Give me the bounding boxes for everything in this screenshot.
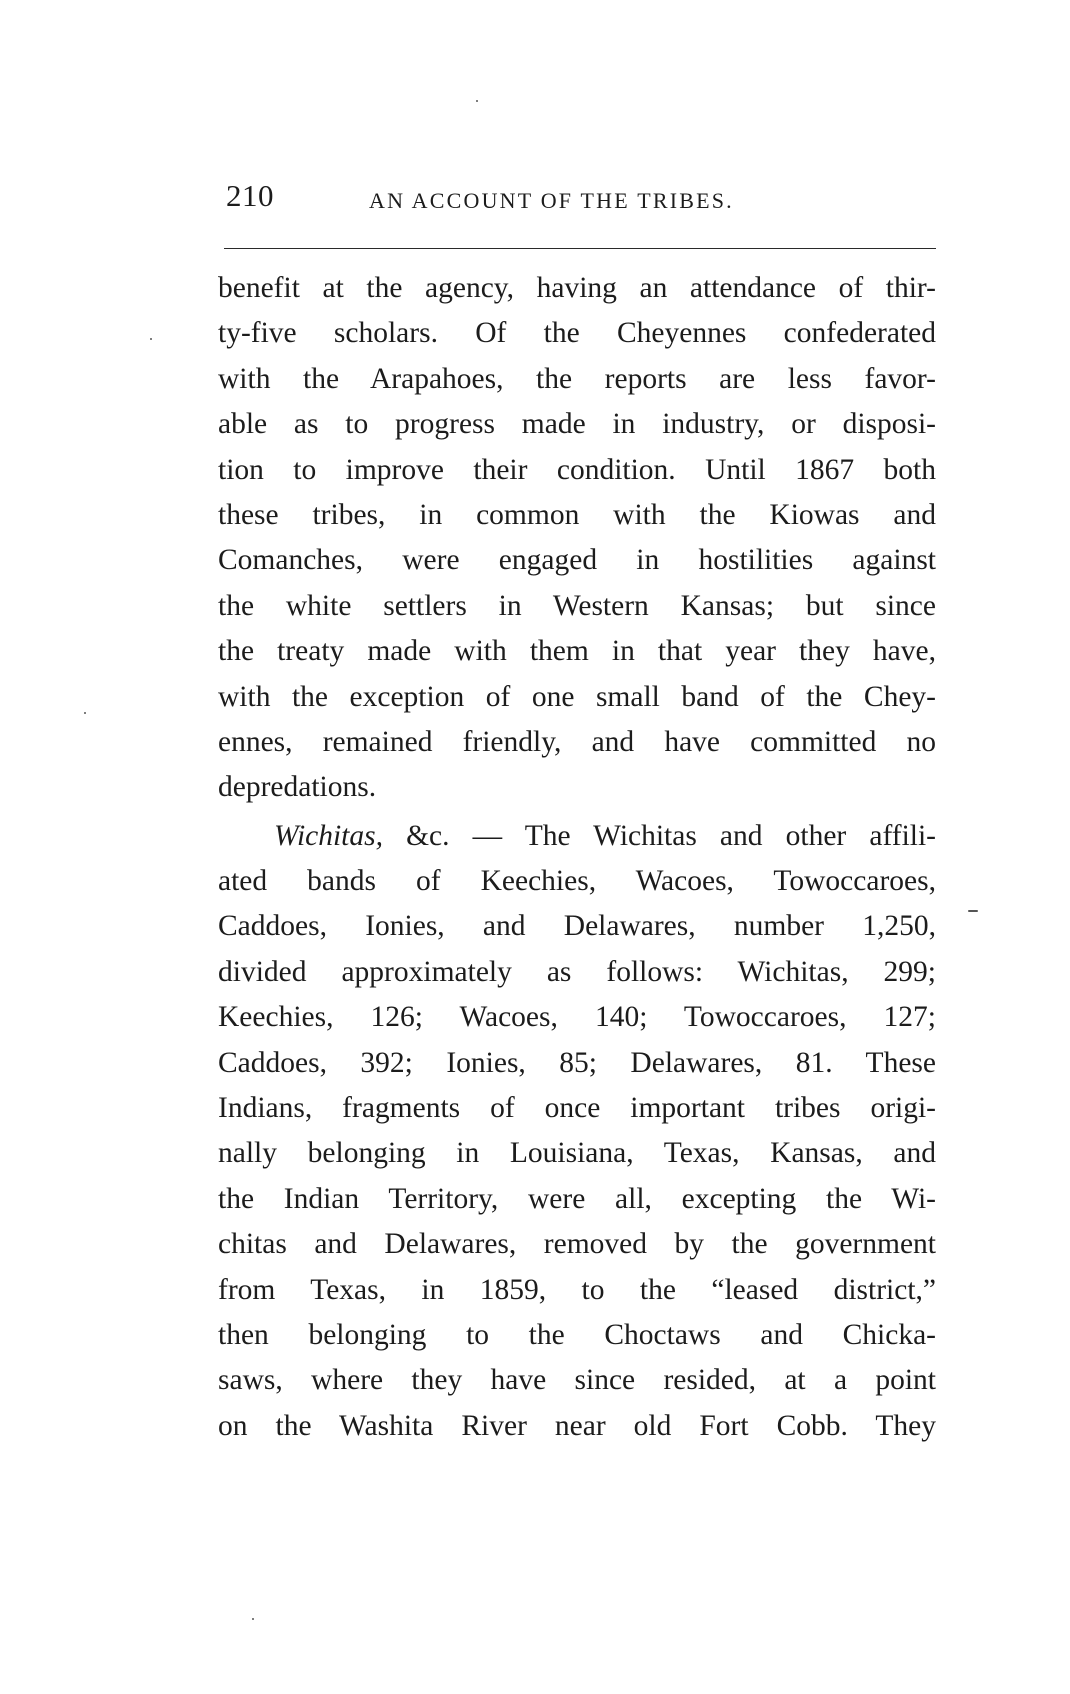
text-line: with the exception of one small band of the Chey- — [218, 680, 936, 713]
text-line: Keechies, 126; Wacoes, 140; Towoccaroes, 127; — [218, 1001, 936, 1034]
text-line: ennes, remained friendly, and have committed no — [218, 725, 936, 758]
text-line: Caddoes, 392; Ionies, 85; Delawares, 81. These — [218, 1046, 936, 1079]
text-line: able as to progress made in industry, or disposi- — [218, 408, 936, 441]
text-line: chitas and Delawares, removed by the government — [218, 1228, 936, 1261]
paper-speck — [252, 1618, 254, 1620]
text-line: Indians, fragments of once important tribes origi- — [218, 1092, 936, 1125]
text-line: the Indian Territory, were all, excepting the Wi- — [218, 1182, 936, 1215]
paper-speck — [476, 100, 478, 102]
page-number: 210 — [226, 178, 274, 213]
text-line: Comanches, were engaged in hostilities against — [218, 544, 936, 577]
text-line: the white settlers in Western Kansas; but since — [218, 589, 936, 622]
paragraph — [218, 814, 936, 1449]
paper-speck — [84, 712, 86, 714]
paragraph — [218, 266, 936, 811]
text-line — [218, 814, 936, 859]
text-line: benefit at the agency, having an attendance of thir- — [218, 272, 936, 304]
text-line: ty-five scholars. Of the Cheyennes confederated — [218, 317, 936, 350]
text-line: saws, where they have since resided, at a point — [218, 1364, 936, 1397]
text-line: divided approximately as follows: Wichitas, 299; — [218, 955, 936, 988]
text-line: Caddoes, Ionies, and Delawares, number 1,250, — [218, 910, 936, 943]
text-line: ated bands of Keechies, Wacoes, Towoccaroes, — [218, 865, 936, 898]
text-line: tion to improve their condition. Until 1867 both — [218, 453, 936, 486]
lead-text: &c. — The Wichitas and other affili- — [382, 819, 936, 852]
text-line: on the Washita River near old Fort Cobb. They — [218, 1409, 936, 1442]
running-title: AN ACCOUNT OF THE TRIBES. — [369, 188, 734, 213]
text-line: then belonging to the Choctaws and Chicka- — [218, 1318, 936, 1351]
text-line: the treaty made with them in that year they have, — [218, 635, 936, 668]
text-line: nally belonging in Louisiana, Texas, Kansas, and — [218, 1137, 936, 1170]
body-text — [218, 266, 936, 1449]
text-line: from Texas, in 1859, to the “leased district,” — [218, 1273, 936, 1306]
header-rule — [224, 248, 936, 249]
text-line: with the Arapahoes, the reports are less favor- — [218, 362, 936, 395]
paper-speck — [150, 338, 152, 340]
text-line: these tribes, in common with the Kiowas and — [218, 498, 936, 531]
section-lead: Wichitas, — [274, 819, 383, 852]
page-header — [226, 178, 946, 222]
text-line: depredations. — [218, 771, 377, 804]
paper-speck — [968, 910, 978, 912]
